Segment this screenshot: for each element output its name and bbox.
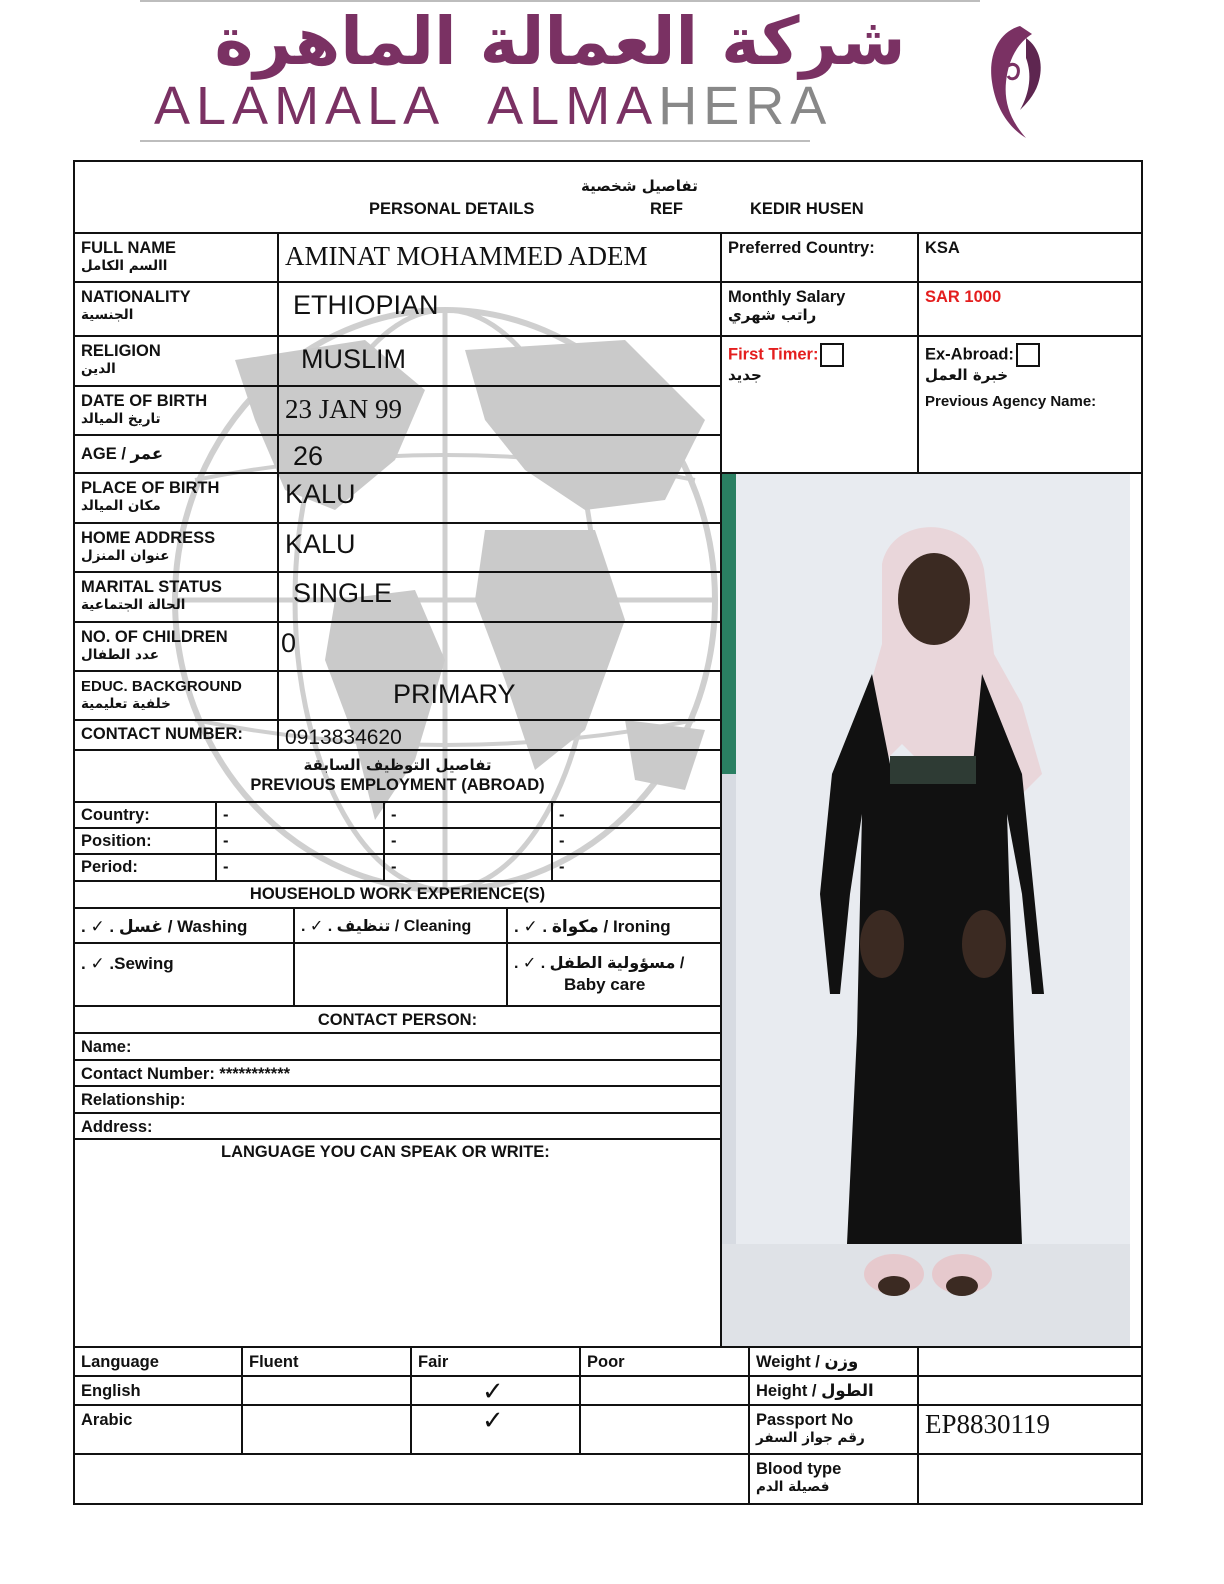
- nationality-label-ar: الجنسية: [81, 307, 134, 323]
- blood-value-cell: [919, 1455, 1141, 1503]
- education-value-cell: [279, 672, 722, 721]
- lang-header-language-text: Language: [81, 1353, 159, 1371]
- nationality-value-cell: [279, 283, 722, 337]
- contact-address-row: [75, 1114, 722, 1140]
- nationality-value: ETHIOPIAN: [293, 290, 439, 320]
- marital-label-cell: [75, 573, 279, 623]
- prev-position-value-3: -: [559, 832, 565, 850]
- passport-label-ar: رقم جواز السفر: [756, 1430, 865, 1446]
- contact-relationship-label: Relationship:: [81, 1091, 186, 1109]
- company-logo: [140, 0, 1090, 145]
- company-name-part-2a: ALMA: [487, 76, 659, 136]
- preferred-country-label: Preferred Country:: [728, 239, 875, 257]
- company-name-part-1: ALAMALA: [154, 76, 446, 136]
- blood-label: Blood type: [756, 1460, 842, 1478]
- dob-value-cell: [279, 387, 722, 436]
- languages-section: [75, 1140, 722, 1348]
- babycare-cell: [508, 944, 722, 1007]
- prev-position-c3: [553, 829, 722, 855]
- lang-header-poor: [581, 1348, 750, 1377]
- first-timer-cell: [722, 337, 919, 474]
- children-value-cell: [279, 623, 722, 672]
- prev-employment-title-ar: تفاصيل التوظيف السابقة: [303, 756, 492, 774]
- lang-arabic-name-cell: [75, 1406, 243, 1455]
- dob-label-ar: تاريخ الميالد: [81, 411, 161, 427]
- prev-position-value-1: -: [223, 832, 229, 850]
- monthly-salary-value: SAR 1000: [925, 288, 1002, 306]
- lang-english-name: English: [81, 1382, 141, 1400]
- weight-label: Weight / وزن: [756, 1353, 859, 1371]
- contact-label-cell: [75, 721, 279, 751]
- first-timer-label-ar: جديد: [728, 366, 762, 384]
- children-label-ar: عدد الطفال: [81, 647, 159, 663]
- lang-header-poor-text: Poor: [587, 1353, 625, 1371]
- marital-label: MARITAL STATUS: [81, 578, 222, 596]
- company-name-arabic: شركة العمالة الماهرة: [214, 3, 906, 80]
- lang-header-fair-text: Fair: [418, 1353, 449, 1371]
- age-label: AGE / عمر: [81, 445, 164, 463]
- ex-abroad-checkbox[interactable]: [1016, 343, 1040, 367]
- religion-label-cell: [75, 337, 279, 387]
- first-timer-checkbox[interactable]: [820, 343, 844, 367]
- pob-value-cell: [279, 474, 722, 524]
- prev-country-label: Country:: [81, 806, 150, 824]
- prev-employment-title: PREVIOUS EMPLOYMENT (ABROAD): [250, 776, 545, 794]
- first-timer-row: [722, 337, 917, 367]
- cleaning-cell: [295, 909, 508, 944]
- prev-position-c2: [385, 829, 553, 855]
- lang-english-poor: [581, 1377, 750, 1406]
- prev-position-label-cell: [75, 829, 217, 855]
- household-empty-cell: [295, 944, 508, 1007]
- prev-period-label-cell: [75, 855, 217, 882]
- personal-details-title-ar: تفاصيل شخصية: [581, 177, 698, 195]
- pob-label-cell: [75, 474, 279, 524]
- lang-arabic-poor: [581, 1406, 750, 1455]
- lang-arabic-fluent: [243, 1406, 412, 1455]
- prev-employment-header: [75, 751, 722, 803]
- contact-person-header: [75, 1007, 722, 1034]
- lang-english-name-cell: [75, 1377, 243, 1406]
- personal-details-header: [75, 162, 1141, 234]
- monthly-salary-label-cell: [722, 283, 919, 337]
- prev-period-c1: [217, 855, 385, 882]
- full-name-label: FULL NAME: [81, 239, 177, 257]
- passport-label-cell: [750, 1406, 919, 1455]
- contact-value: 0913834620: [285, 726, 402, 749]
- prev-position-label: Position:: [81, 832, 152, 850]
- contact-number-label: Contact Number: ***********: [81, 1065, 291, 1083]
- age-value-cell: [279, 436, 722, 474]
- prev-country-c1: [217, 803, 385, 829]
- company-name-english: [154, 78, 974, 134]
- babycare-label-1: . ✓ . مسؤولية الطفل /: [514, 955, 685, 972]
- contact-person-title: CONTACT PERSON:: [317, 1011, 478, 1029]
- marital-value: SINGLE: [293, 578, 393, 608]
- education-label: EDUC. BACKGROUND: [81, 678, 242, 695]
- languages-title: LANGUAGE YOU CAN SPEAK OR WRITE:: [221, 1143, 550, 1161]
- weight-label-cell: [750, 1348, 919, 1377]
- woman-silhouette-icon: [980, 22, 1050, 142]
- passport-value-cell: [919, 1406, 1141, 1455]
- sewing-label: . ✓ .Sewing: [81, 954, 174, 973]
- children-value: 0: [281, 628, 297, 658]
- washing-label: . ✓ . غسل / Washing: [81, 917, 248, 936]
- pob-label-ar: مكان الميالد: [81, 498, 161, 514]
- religion-value: MUSLIM: [301, 344, 407, 374]
- company-name-part-2b: HERA: [658, 76, 833, 136]
- pob-label: PLACE OF BIRTH: [81, 479, 220, 497]
- blood-label-ar: فصيلة الدم: [756, 1479, 830, 1495]
- pob-value: KALU: [285, 479, 356, 509]
- contact-name-row: [75, 1034, 722, 1061]
- contact-number-row: [75, 1061, 722, 1087]
- passport-value: EP8830119: [925, 1409, 1051, 1439]
- religion-label-ar: الدين: [81, 361, 116, 377]
- education-label-ar: خلفية تعليمية: [81, 696, 171, 712]
- contact-relationship-row: [75, 1087, 722, 1114]
- ref-label: REF: [650, 200, 683, 218]
- weight-value-cell: [919, 1348, 1141, 1377]
- contact-label: CONTACT NUMBER:: [81, 725, 243, 743]
- marital-label-ar: الحالة الجتماعية: [81, 597, 186, 613]
- full-name-value: AMINAT MOHAMMED ADEM: [285, 241, 648, 271]
- dob-label-cell: [75, 387, 279, 436]
- address-value-cell: [279, 524, 722, 573]
- prev-country-value-2: -: [391, 806, 397, 824]
- prev-country-value-1: -: [223, 806, 229, 824]
- children-label-cell: [75, 623, 279, 672]
- passport-label: Passport No: [756, 1411, 854, 1429]
- first-timer-label: First Timer:: [728, 345, 819, 364]
- dob-value: 23 JAN 99: [285, 394, 403, 424]
- previous-agency-label: Previous Agency Name:: [925, 393, 1097, 410]
- prev-period-value-1: -: [223, 858, 229, 876]
- prev-period-c3: [553, 855, 722, 882]
- sewing-cell: [75, 944, 295, 1007]
- address-value: KALU: [285, 529, 356, 559]
- education-value: PRIMARY: [393, 679, 516, 709]
- education-label-cell: [75, 672, 279, 721]
- address-label-ar: عنوان المنزل: [81, 548, 170, 564]
- monthly-salary-label: Monthly Salary: [728, 288, 846, 306]
- religion-value-cell: [279, 337, 722, 387]
- prev-period-value-3: -: [559, 858, 565, 876]
- full-name-label-ar: االسم الكامل: [81, 258, 168, 274]
- household-title: HOUSEHOLD WORK EXPERIENCE(S): [249, 885, 546, 903]
- prev-period-value-2: -: [391, 858, 397, 876]
- lang-header-fluent: [243, 1348, 412, 1377]
- prev-country-c3: [553, 803, 722, 829]
- monthly-salary-label-ar: راتب شهري: [728, 306, 817, 324]
- preferred-country-value: KSA: [925, 239, 960, 257]
- height-label-cell: [750, 1377, 919, 1406]
- prev-country-label-cell: [75, 803, 217, 829]
- lang-header-fair: [412, 1348, 581, 1377]
- nationality-label-cell: [75, 283, 279, 337]
- marital-value-cell: [279, 573, 722, 623]
- lang-english-fair: [412, 1377, 581, 1406]
- ex-abroad-label-ar: خبرة العمل: [925, 366, 1009, 384]
- preferred-country-value-cell: [919, 234, 1141, 283]
- lang-arabic-fair-check-icon: ✓: [482, 1406, 504, 1436]
- household-header: [75, 882, 722, 909]
- contact-address-label: Address:: [81, 1118, 153, 1136]
- lang-header-fluent-text: Fluent: [249, 1353, 299, 1371]
- prev-country-c2: [385, 803, 553, 829]
- ironing-label: . ✓ . مكواة / Ironing: [514, 917, 671, 936]
- full-name-label-cell: [75, 234, 279, 283]
- children-label: NO. OF CHILDREN: [81, 628, 228, 646]
- washing-cell: [75, 909, 295, 944]
- address-label: HOME ADDRESS: [81, 529, 216, 547]
- prev-period-c2: [385, 855, 553, 882]
- personal-details-title: PERSONAL DETAILS: [369, 200, 535, 218]
- age-value: 26: [293, 441, 324, 471]
- full-name-value-cell: [279, 234, 722, 283]
- prev-position-c1: [217, 829, 385, 855]
- height-value-cell: [919, 1377, 1141, 1406]
- candidate-photo: [722, 474, 1130, 1346]
- babycare-label-2: Baby care: [564, 975, 646, 994]
- lang-header-language: [75, 1348, 243, 1377]
- contact-value-cell: [279, 721, 722, 751]
- address-label-cell: [75, 524, 279, 573]
- lang-arabic-name: Arabic: [81, 1411, 133, 1429]
- religion-label: RELIGION: [81, 342, 161, 360]
- contact-name-label: Name:: [81, 1038, 132, 1056]
- height-label: Height / الطول: [756, 1382, 874, 1400]
- ironing-cell: [508, 909, 722, 944]
- ref-value: KEDIR HUSEN: [750, 200, 864, 218]
- prev-period-label: Period:: [81, 858, 138, 876]
- ex-abroad-label: Ex-Abroad:: [925, 345, 1014, 364]
- candidate-portrait-illustration: [722, 474, 1130, 1346]
- logo-bottom-rule: [140, 140, 810, 142]
- lang-english-fair-check-icon: ✓: [482, 1377, 504, 1406]
- nationality-label: NATIONALITY: [81, 288, 191, 306]
- blood-label-cell: [750, 1455, 919, 1503]
- lang-arabic-fair: [412, 1406, 581, 1455]
- preferred-country-label-cell: [722, 234, 919, 283]
- monthly-salary-value-cell: [919, 283, 1141, 337]
- age-label-cell: [75, 436, 279, 474]
- ex-abroad-row: [919, 337, 1141, 367]
- cleaning-label: . ✓ . تنظيف / Cleaning: [301, 918, 472, 935]
- dob-label: DATE OF BIRTH: [81, 392, 208, 410]
- lang-empty-row: [75, 1455, 750, 1503]
- ex-abroad-cell: [919, 337, 1141, 474]
- prev-position-value-2: -: [391, 832, 397, 850]
- lang-english-fluent: [243, 1377, 412, 1406]
- prev-country-value-3: -: [559, 806, 565, 824]
